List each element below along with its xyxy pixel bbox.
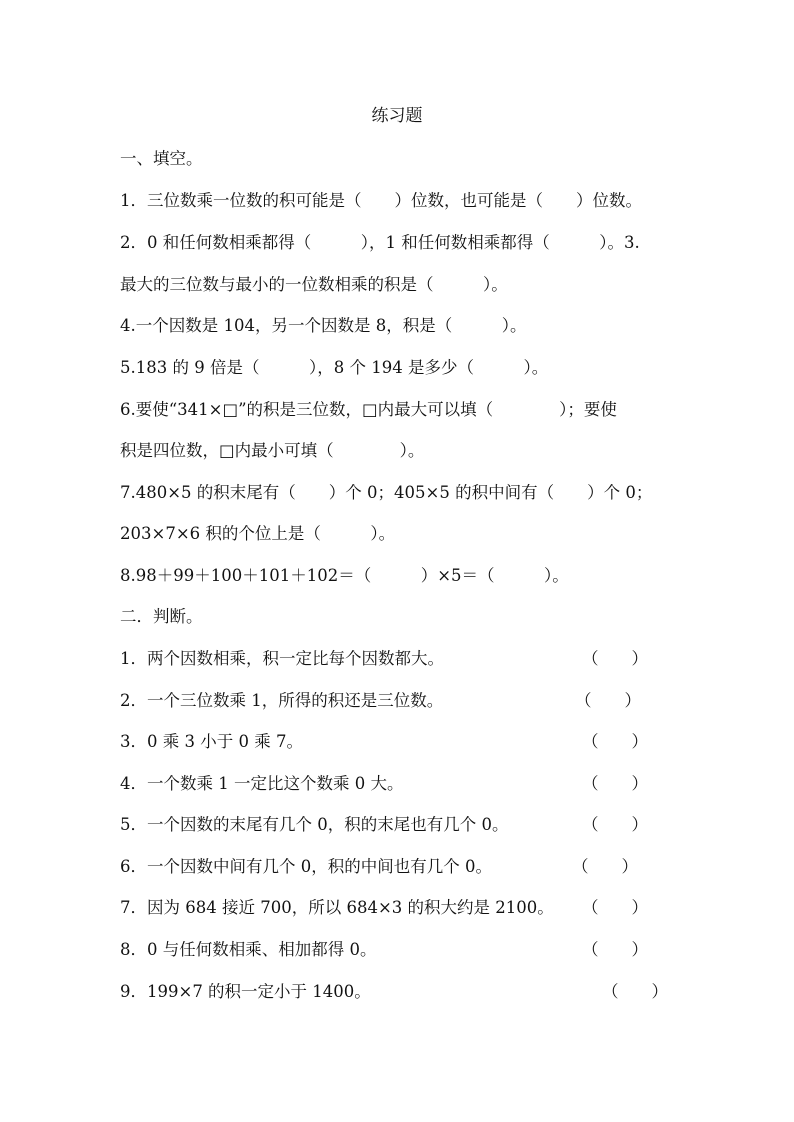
judge-item <box>120 813 680 837</box>
judge-item-answer-blank: （ ） <box>582 774 648 793</box>
fill-question-7-line-2: 203×7×6 积的个位上是（ ）。 <box>120 524 396 543</box>
judge-item <box>120 855 680 879</box>
judge-item-answer-blank: （ ） <box>582 649 648 668</box>
fill-question-8: 8.98＋99＋100＋101＋102＝（ ）×5＝（ ）。 <box>120 566 569 585</box>
judge-item-text: 2．一个三位数乘 1，所得的积还是三位数。 <box>120 691 444 710</box>
judge-item-answer-blank: （ ） <box>582 815 648 834</box>
judge-item <box>120 730 680 754</box>
judge-item <box>120 896 680 920</box>
judge-item-text: 8．0 与任何数相乘、相加都得 0。 <box>120 940 377 959</box>
judge-item-text: 1．两个因数相乘，积一定比每个因数都大。 <box>120 649 444 668</box>
judge-item-answer-blank: （ ） <box>602 982 668 1001</box>
fill-question-1: 1．三位数乘一位数的积可能是（ ）位数，也可能是（ ）位数。 <box>120 191 642 210</box>
fill-question-3: 最大的三位数与最小的一位数相乘的积是（ ）。 <box>120 275 508 294</box>
judge-item-answer-blank: （ ） <box>582 898 648 917</box>
fill-question-4: 4.一个因数是 104，另一个因数是 8，积是（ ）。 <box>120 316 527 335</box>
fill-question-7-line-1: 7.480×5 的积末尾有（ ）个 0；405×5 的积中间有（ ）个 0； <box>120 483 653 502</box>
judge-item <box>120 689 680 713</box>
judge-item-text: 7．因为 684 接近 700，所以 684×3 的积大约是 2100。 <box>120 898 554 917</box>
fill-question-6-line-1: 6.要使“341×□”的积是三位数，□内最大可以填（ ）；要使 <box>120 400 617 419</box>
judge-item-answer-blank: （ ） <box>572 857 638 876</box>
judge-item <box>120 938 680 962</box>
judge-item-answer-blank: （ ） <box>582 732 648 751</box>
judge-item-answer-blank: （ ） <box>575 691 641 710</box>
fill-section-heading: 一、填空。 <box>120 149 203 168</box>
fill-question-5: 5.183 的 9 倍是（ ），8 个 194 是多少（ ）。 <box>120 358 549 377</box>
judge-item <box>120 772 680 796</box>
fill-question-2: 2．0 和任何数相乘都得（ ），1 和任何数相乘都得（ ）。3. <box>120 233 640 252</box>
judge-item-text: 6．一个因数中间有几个 0，积的中间也有几个 0。 <box>120 857 492 876</box>
worksheet-title: 练习题 <box>371 106 423 126</box>
judge-item <box>120 980 680 1004</box>
judge-section-heading: 二．判断。 <box>120 607 203 626</box>
judge-item <box>120 647 680 671</box>
judge-item-text: 9．199×7 的积一定小于 1400。 <box>120 982 371 1001</box>
fill-question-6-line-2: 积是四位数，□内最小可填（ ）。 <box>120 441 425 460</box>
judge-item-text: 3．0 乘 3 小于 0 乘 7。 <box>120 732 303 751</box>
judge-item-answer-blank: （ ） <box>582 940 648 959</box>
judge-item-text: 5．一个因数的末尾有几个 0，积的末尾也有几个 0。 <box>120 815 509 834</box>
judge-item-text: 4．一个数乘 1 一定比这个数乘 0 大。 <box>120 774 404 793</box>
